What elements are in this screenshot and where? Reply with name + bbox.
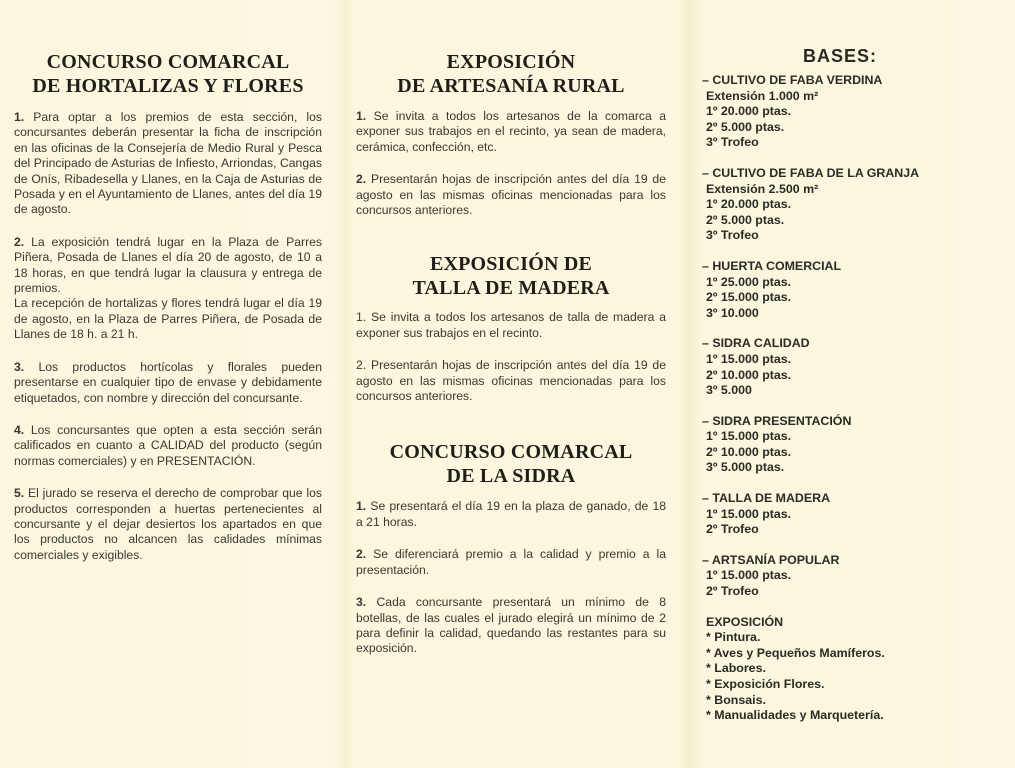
bases-group-head: – TALLA DE MADERA <box>702 491 831 506</box>
bases-group-line: 2º 5.000 ptas. <box>706 212 785 227</box>
title-artesania-rural: EXPOSICIÓN DE ARTESANÍA RURAL <box>397 51 625 97</box>
bases-group-line: 1º 15.000 ptas. <box>706 506 792 521</box>
bases-group-line: 1º 25.000 ptas. <box>706 274 792 289</box>
bases-group-line: 1º 15.000 ptas. <box>706 429 792 444</box>
hortalizas-item-5: 5. El jurado se reserva el derecho de comprobar que los productos corresponden a huertas pertenecientes al concursante y el dejar desiertos los apartados en que los productos no alcancen las calidades mínimas comerciales y exigibles. <box>14 486 323 562</box>
bases-title: BASES: <box>802 46 877 66</box>
bases-group <box>702 553 1000 600</box>
bases-group-line: 3º Trofeo <box>706 228 759 243</box>
exposicion-list <box>706 615 1000 724</box>
title-talla-madera: EXPOSICIÓN DE TALLA DE MADERA <box>412 253 610 300</box>
exposicion-head: EXPOSICIÓN <box>706 614 784 629</box>
bases-group-line: 2º 10.000 ptas. <box>706 367 792 382</box>
hortalizas-item-2b: La recepción de hortalizas y flores tendrá lugar el día 19 de agosto, en la Plaza de Parres Piñera, de Posada de Llanes de 18 h. a 21 h. <box>14 296 322 342</box>
bases-group-line: 3º 5.000 ptas. <box>706 460 785 475</box>
hortalizas-item-2: 2. La exposición tendrá lugar en la Plaza de Parres Piñera, Posada de Llanes el día 20 de agosto, de 10 a 18 horas, en que tendrá lugar la clausura y entrega de premios. <box>14 234 323 296</box>
bases-group-head: – SIDRA CALIDAD <box>702 336 810 351</box>
hortalizas-item-3: 3. Los productos hortícolas y florales pueden presentarse en cualquier tipo de envase y debidamente etiquetados, con nombre y dirección del concursante. <box>14 359 322 405</box>
exposicion-item: * Pintura. <box>706 630 761 645</box>
bases-group-head: – CULTIVO DE FABA VERDINA <box>702 73 883 87</box>
hortalizas-item-4: 4. Los concursantes que opten a esta sección serán calificados en cuanto a CALIDAD del producto (según normas comerciales) y en PRESENTACIÓN. <box>14 422 322 468</box>
sidra-item-1: 1. Se presentará el día 19 en la plaza de ganado, de 18 a 21 horas. <box>356 499 666 529</box>
bases-group-line: 2º 10.000 ptas. <box>706 444 792 459</box>
exposicion-item: * Bonsais. <box>706 692 766 707</box>
talla-item-1: 1. Se invita a todos los artesanos de talla de madera a exponer sus trabajos en el recinto. <box>356 310 666 340</box>
artesania-item-2: 2. Presentarán hojas de inscripción antes del día 19 de agosto en las mismas oficinas mencionadas para los concursos anteriores. <box>356 172 666 218</box>
bases-group-head: – ARTSANÍA POPULAR <box>702 552 840 567</box>
bases-group-head: – SIDRA PRESENTACIÓN <box>702 413 852 428</box>
bases-group-line: 2º 15.000 ptas. <box>706 290 792 305</box>
exposicion-item: * Labores. <box>706 661 766 676</box>
bases-group-head: – CULTIVO DE FABA DE LA GRANJA <box>702 165 920 180</box>
bases-group-line: 3º 5.000 <box>706 383 752 398</box>
exposicion-item: * Manualidades y Marquetería. <box>706 708 884 723</box>
bases-group-line: 1º 20.000 ptas. <box>706 104 792 119</box>
bases-groups <box>700 73 1000 600</box>
bases-group-line: 2º Trofeo <box>706 584 759 599</box>
talla-item-2: 2. Presentarán hojas de inscripción antes del día 19 de agosto en las mismas oficinas mencionadas para los concursos anteriores. <box>356 358 666 404</box>
exposicion-item: * Aves y Pequeños Mamíferos. <box>706 645 885 660</box>
bases-group-line: 1º 15.000 ptas. <box>706 568 792 583</box>
column-artesania <box>356 50 666 671</box>
bases-group-line: 2º Trofeo <box>706 522 759 537</box>
title-hortalizas: CONCURSO COMARCAL DE HORTALIZAS Y FLORES <box>32 51 304 97</box>
bases-group <box>702 414 1000 476</box>
bases-group <box>702 491 1000 538</box>
artesania-item-1: 1. Se invita a todos los artesanos de la comarca a exponer sus trabajos en el recinto, ya sean de madera, cerámica, confección, etc. <box>356 109 666 154</box>
bases-group <box>702 259 1000 321</box>
bases-group-line: 1º 20.000 ptas. <box>706 197 792 212</box>
bases-group-line: 1º 15.000 ptas. <box>706 351 792 366</box>
bases-group-line: Extensión 2.500 m² <box>706 181 819 196</box>
bases-group-line: 3º Trofeo <box>706 135 759 150</box>
bases-group-line: 3º 10.000 <box>706 305 759 320</box>
bases-group-line: 2º 5.000 ptas. <box>706 119 785 134</box>
bases-group <box>702 166 1000 244</box>
sidra-item-3: 3. Cada concursante presentará un mínimo de 8 botellas, de las cuales el jurado elegirá un mínimo de 2 para definir la calidad, quedando las restantes para su exposición. <box>356 595 666 656</box>
hortalizas-item-1: 1. Para optar a los premios de esta sección, los concursantes deberán presentar la ficha de inscripción en las oficinas de la Consejería de Medio Rural y Pesca del Principado de Asturias de Infiesto, Arriondas, Cangas de Onís, Ribadesella y Llanes, en la Caja de Asturias de Posada y en el Ayuntamiento de Llanes, antes del día 19 de agosto. <box>14 110 323 217</box>
bases-group <box>702 336 1000 398</box>
bases-group-line: Extensión 1.000 m² <box>706 88 819 103</box>
bases-group-head: – HUERTA COMERCIAL <box>702 258 842 273</box>
sidra-item-2: 2. Se diferenciará premio a la calidad y premio a la presentación. <box>356 547 666 577</box>
exposicion-item: * Exposición Flores. <box>706 677 825 691</box>
column-bases <box>700 46 1000 724</box>
bases-group <box>702 73 1000 151</box>
column-hortalizas <box>14 50 322 577</box>
title-sidra: CONCURSO COMARCAL DE LA SIDRA <box>389 441 633 488</box>
